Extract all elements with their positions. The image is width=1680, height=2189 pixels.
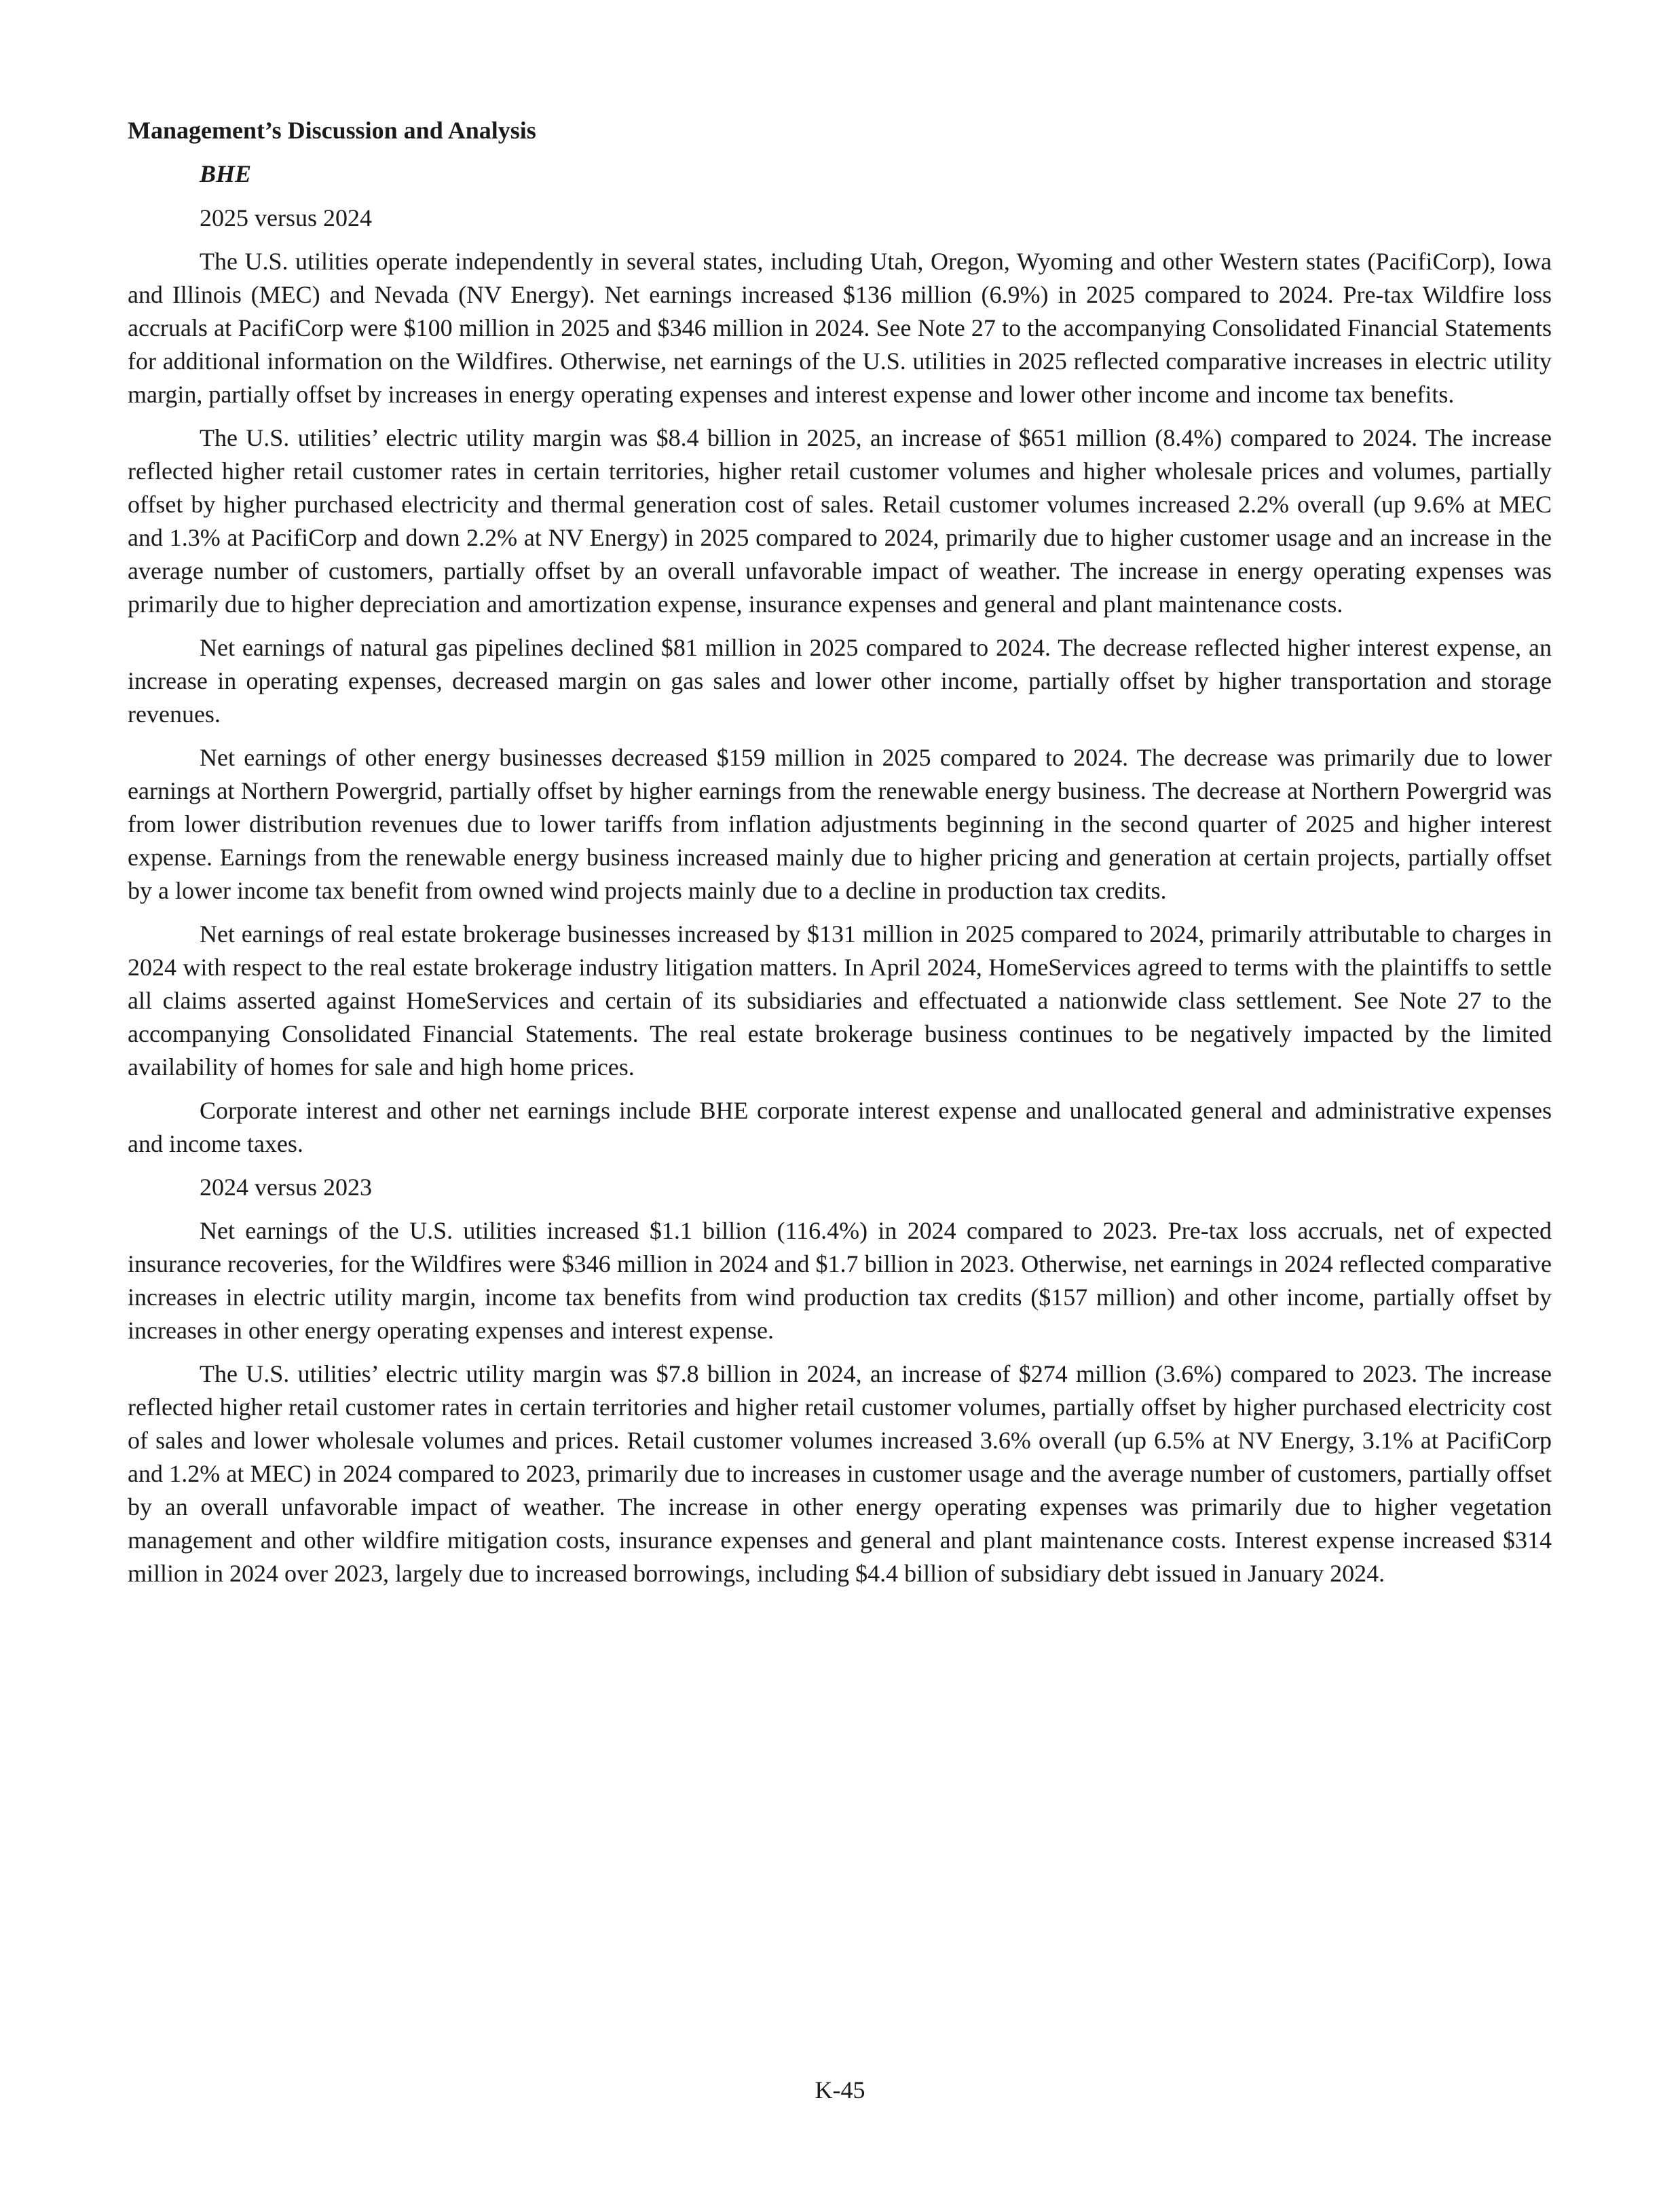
period-heading-2024: 2024 versus 2023 — [200, 1174, 372, 1201]
document-page — [128, 114, 1552, 1601]
period-heading-2025: 2025 versus 2024 — [200, 204, 372, 231]
entity-heading: BHE — [200, 160, 252, 187]
paragraph-other-energy-2025: Net earnings of other energy businesses decreased $159 million in 2025 compared to 2024. The decrease was primarily due to lower earnings at Northern Powergrid, partially offset by higher earnings from the renewable energy business. The decrease at Northern Powergrid was from lower distribution revenues due to lower tariffs from inflation adjustments beginning in the second quarter of 2025 and higher interest expense. Earnings from the renewable energy business increased mainly due to higher pricing and generation at certain projects, partially offset by a lower income tax benefit from owned wind projects mainly due to a decline in production tax credits. — [128, 744, 1552, 904]
paragraph-gas-pipelines-2025: Net earnings of natural gas pipelines declined $81 million in 2025 compared to 2024. The decrease reflected higher interest expense, an increase in operating expenses, decreased margin on gas sales and lower other income, partially offset by higher transportation and storage revenues. — [128, 634, 1552, 728]
paragraph-us-utilities-2025: The U.S. utilities operate independently in several states, including Utah, Oregon, Wyoming and other Western states (PacifiCorp), Iowa and Illinois (MEC) and Nevada (NV Energy). Net earnings increased $136 million (6.9%) in 2025 compared to 2024. Pre-tax Wildfire loss accruals at PacifiCorp were $100 million in 2025 and $346 million in 2024. See Note 27 to the accompanying Consolidated Financial Statements for additional information on the Wildfires. Otherwise, net earnings of the U.S. utilities in 2025 reflected comparative increases in electric utility margin, partially offset by increases in energy operating expenses and interest expense and lower other income and income tax benefits. — [128, 248, 1552, 408]
paragraph-electric-margin-2024: The U.S. utilities’ electric utility margin was $7.8 billion in 2024, an increase of $274 million (3.6%) compared to 2023. The increase reflected higher retail customer rates in certain territories and higher retail customer volumes, partially offset by higher purchased electricity cost of sales and lower wholesale volumes and prices. Retail customer volumes increased 3.6% overall (up 6.5% at NV Energy, 3.1% at PacifiCorp and 1.2% at MEC) in 2024 compared to 2023, primarily due to increases in customer usage and the average number of customers, partially offset by an overall unfavorable impact of weather. The increase in other energy operating expenses was primarily due to higher vegetation management and other wildfire mitigation costs, insurance expenses and general and plant maintenance costs. Interest expense increased $314 million in 2024 over 2023, largely due to increased borrowings, including $4.4 billion of subsidiary debt issued in January 2024. — [128, 1360, 1552, 1587]
paragraph-electric-margin-2025: The U.S. utilities’ electric utility margin was $8.4 billion in 2025, an increase of $651 million (8.4%) compared to 2024. The increase reflected higher retail customer rates in certain territories, higher retail customer volumes and higher wholesale prices and volumes, partially offset by higher purchased electricity and thermal generation cost of sales. Retail customer volumes increased 2.2% overall (up 9.6% at MEC and 1.3% at PacifiCorp and down 2.2% at NV Energy) in 2025 compared to 2024, primarily due to higher customer usage and an increase in the average number of customers, partially offset by an overall unfavorable impact of weather. The increase in energy operating expenses was primarily due to higher depreciation and amortization expense, insurance expenses and general and plant maintenance costs. — [128, 424, 1552, 618]
paragraph-us-utilities-2024: Net earnings of the U.S. utilities increased $1.1 billion (116.4%) in 2024 compared to 2023. Pre-tax loss accruals, net of expected insurance recoveries, for the Wildfires were $346 million in 2024 and $1.7 billion in 2023. Otherwise, net earnings in 2024 reflected comparative increases in electric utility margin, income tax benefits from wind production tax credits ($157 million) and other income, partially offset by increases in other energy operating expenses and interest expense. — [128, 1217, 1552, 1344]
page-number: K-45 — [815, 2076, 865, 2103]
paragraph-corporate-2025: Corporate interest and other net earnings include BHE corporate interest expense and unallocated general and administrative expenses and income taxes. — [128, 1097, 1552, 1157]
section-title: Management’s Discussion and Analysis — [128, 117, 536, 144]
paragraph-real-estate-2025: Net earnings of real estate brokerage businesses increased by $131 million in 2025 compared to 2024, primarily attributable to charges in 2024 with respect to the real estate brokerage industry litigation matters. In April 2024, HomeServices agreed to terms with the plaintiffs to settle all claims asserted against HomeServices and certain of its subsidiaries and effectuated a nationwide class settlement. See Note 27 to the accompanying Consolidated Financial Statements. The real estate brokerage business continues to be negatively impacted by the limited availability of homes for sale and high home prices. — [128, 920, 1552, 1081]
